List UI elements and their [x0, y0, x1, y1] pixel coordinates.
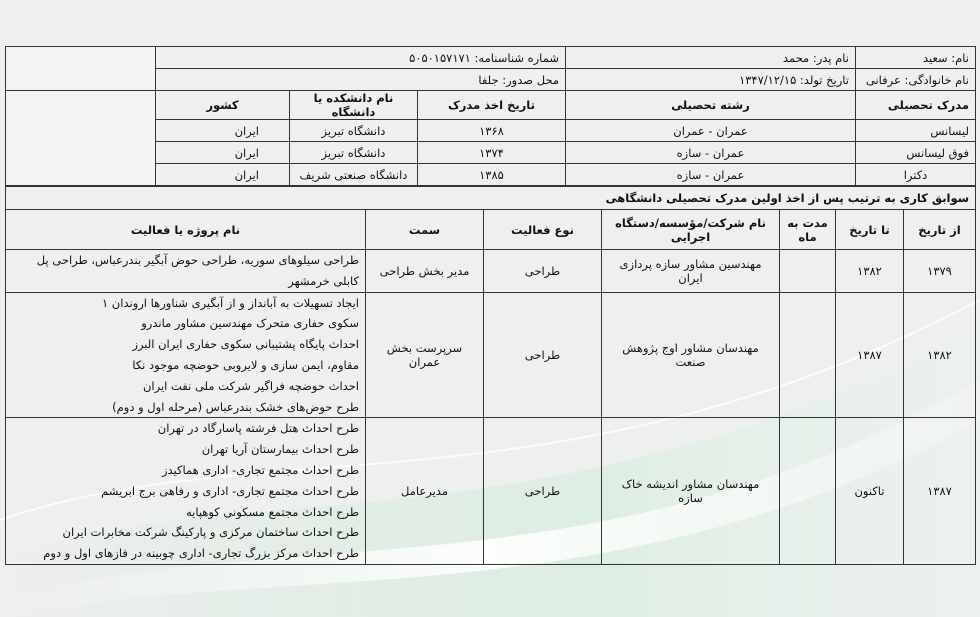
- company-cell: مهندسین مشاور سازه پردازی ایران: [602, 250, 780, 293]
- position-header: سمت: [366, 210, 484, 250]
- project-line: طرح حوض‌های خشک بندرعباس (مرحله اول و دوم): [112, 399, 359, 414]
- duration-cell: [780, 292, 836, 418]
- activity-type-cell: طراحی: [484, 418, 602, 565]
- project-line: احداث حوضچه فراگیر شرکت ملی نفت ایران: [142, 378, 359, 393]
- country-cell: ایران: [155, 164, 289, 186]
- project-line: احداث پایگاه پشتیبانی سکوی حفاری ایران البرز: [132, 337, 359, 352]
- degree-cell: دکترا: [856, 164, 976, 186]
- birth-date-field: تاریخ تولد: ۱۳۴۷/۱۲/۱۵: [565, 69, 855, 91]
- company-cell: مهندسان مشاور اندیشه خاک سازه: [602, 418, 780, 565]
- field-cell: عمران - سازه: [565, 164, 855, 186]
- work-row: [6, 418, 976, 565]
- activity-type-cell: طراحی: [484, 250, 602, 293]
- duration-header: مدت به ماه: [780, 210, 836, 250]
- project-line: مقاوم، ایمن سازی و لایروبی حوضچه موجود نکا: [132, 357, 359, 372]
- name-field: نام: سعید: [856, 47, 976, 69]
- project-line: طرح احداث مجتمع مسکونی کوهپایه: [185, 504, 359, 519]
- to-date-cell: ۱۳۸۲: [836, 250, 904, 293]
- activity-type-cell: طراحی: [484, 292, 602, 418]
- from-date-cell: ۱۳۸۷: [904, 418, 976, 565]
- project-line: طرح احداث مجتمع تجاری- اداری هماکیدز: [161, 462, 359, 477]
- university-cell: دانشگاه تبریز: [289, 120, 417, 142]
- country-cell: ایران: [155, 120, 289, 142]
- country-cell: ایران: [155, 142, 289, 164]
- university-cell: دانشگاه صنعتی شریف: [289, 164, 417, 186]
- university-header: نام دانشکده یا دانشگاه: [289, 91, 417, 120]
- degree-cell: فوق لیسانس: [856, 142, 976, 164]
- resume-sheet: [6, 46, 976, 565]
- project-line: طرح احداث مرکز بزرگ تجاری- اداری چوبینه در فازهای اول و دوم: [43, 546, 359, 561]
- projects-cell: [6, 250, 366, 293]
- degree-header: مدرک تحصیلی: [856, 91, 976, 120]
- position-cell: مدیرعامل: [366, 418, 484, 565]
- date-cell: ۱۳۸۵: [417, 164, 565, 186]
- degree-cell: لیسانس: [856, 120, 976, 142]
- field-cell: عمران - عمران: [565, 120, 855, 142]
- field-cell: عمران - سازه: [565, 142, 855, 164]
- from-date-cell: ۱۳۸۲: [904, 292, 976, 418]
- from-date-cell: ۱۳۷۹: [904, 250, 976, 293]
- date-cell: ۱۳۷۴: [417, 142, 565, 164]
- family-name-field: نام خانوادگی: عرفانی: [856, 69, 976, 91]
- work-history-title: سوابق کاری به ترتیب پس از اخذ اولین مدرک تحصیلی دانشگاهی: [6, 187, 976, 210]
- activity-type-header: نوع فعالیت: [484, 210, 602, 250]
- to-date-cell: تاکنون: [836, 418, 904, 565]
- field-header: رشته تحصیلی: [565, 91, 855, 120]
- duration-cell: [780, 250, 836, 293]
- project-line: طرح احداث بیمارستان آریا تهران: [201, 442, 359, 457]
- father-name-field: نام پدر: محمد: [565, 47, 855, 69]
- company-cell: مهندسان مشاور اوج پژوهش صنعت: [602, 292, 780, 418]
- work-row: [6, 292, 976, 418]
- project-line: طرح احداث مجتمع تجاری- اداری و رفاهی برج ابریشم: [101, 483, 359, 498]
- photo-cell-lower: [5, 91, 155, 186]
- personal-row-1: [5, 47, 975, 69]
- projects-cell: [6, 292, 366, 418]
- date-cell: ۱۳۶۸: [417, 120, 565, 142]
- position-cell: سرپرست بخش عمران: [366, 292, 484, 418]
- issue-place-field: محل صدور: جلفا: [155, 69, 565, 91]
- to-date-cell: ۱۳۸۷: [836, 292, 904, 418]
- project-line: طرح احداث هتل فرشته پاسارگاد در تهران: [157, 421, 359, 436]
- projects-cell: [6, 418, 366, 565]
- date-header: تاریخ اخذ مدرک: [417, 91, 565, 120]
- from-date-header: از تاریخ: [904, 210, 976, 250]
- project-line: سکوی حفاری متحرک مهندسین مشاور ماندرو: [141, 316, 359, 331]
- education-header-row: [5, 91, 975, 120]
- id-number-field: شماره شناسنامه: ۵۰۵۰۱۵۷۱۷۱: [155, 47, 565, 69]
- photo-cell: [5, 47, 155, 91]
- work-row: [6, 250, 976, 293]
- personal-education-table: [5, 46, 976, 186]
- work-history-table: [5, 186, 976, 565]
- project-line: ایجاد تسهیلات به آبانداز و از آبگیری شناورها اروندان ۱: [101, 295, 359, 310]
- duration-cell: [780, 418, 836, 565]
- country-header: کشور: [155, 91, 289, 120]
- project-line: طرح احداث ساختمان مرکزی و پارکینگ شرکت مخابرات ایران: [62, 525, 359, 540]
- work-header-row: [6, 210, 976, 250]
- company-header: نام شرکت/مؤسسه/دستگاه اجرایی: [602, 210, 780, 250]
- projects-header: نام پروژه یا فعالیت: [6, 210, 366, 250]
- university-cell: دانشگاه تبریز: [289, 142, 417, 164]
- position-cell: مدیر بخش طراحی: [366, 250, 484, 293]
- project-line: طراحی سیلوهای سوریه، طراحی حوض آبگیر بندرعباس، طراحی پل کابلی خرمشهر: [36, 253, 359, 288]
- to-date-header: تا تاریخ: [836, 210, 904, 250]
